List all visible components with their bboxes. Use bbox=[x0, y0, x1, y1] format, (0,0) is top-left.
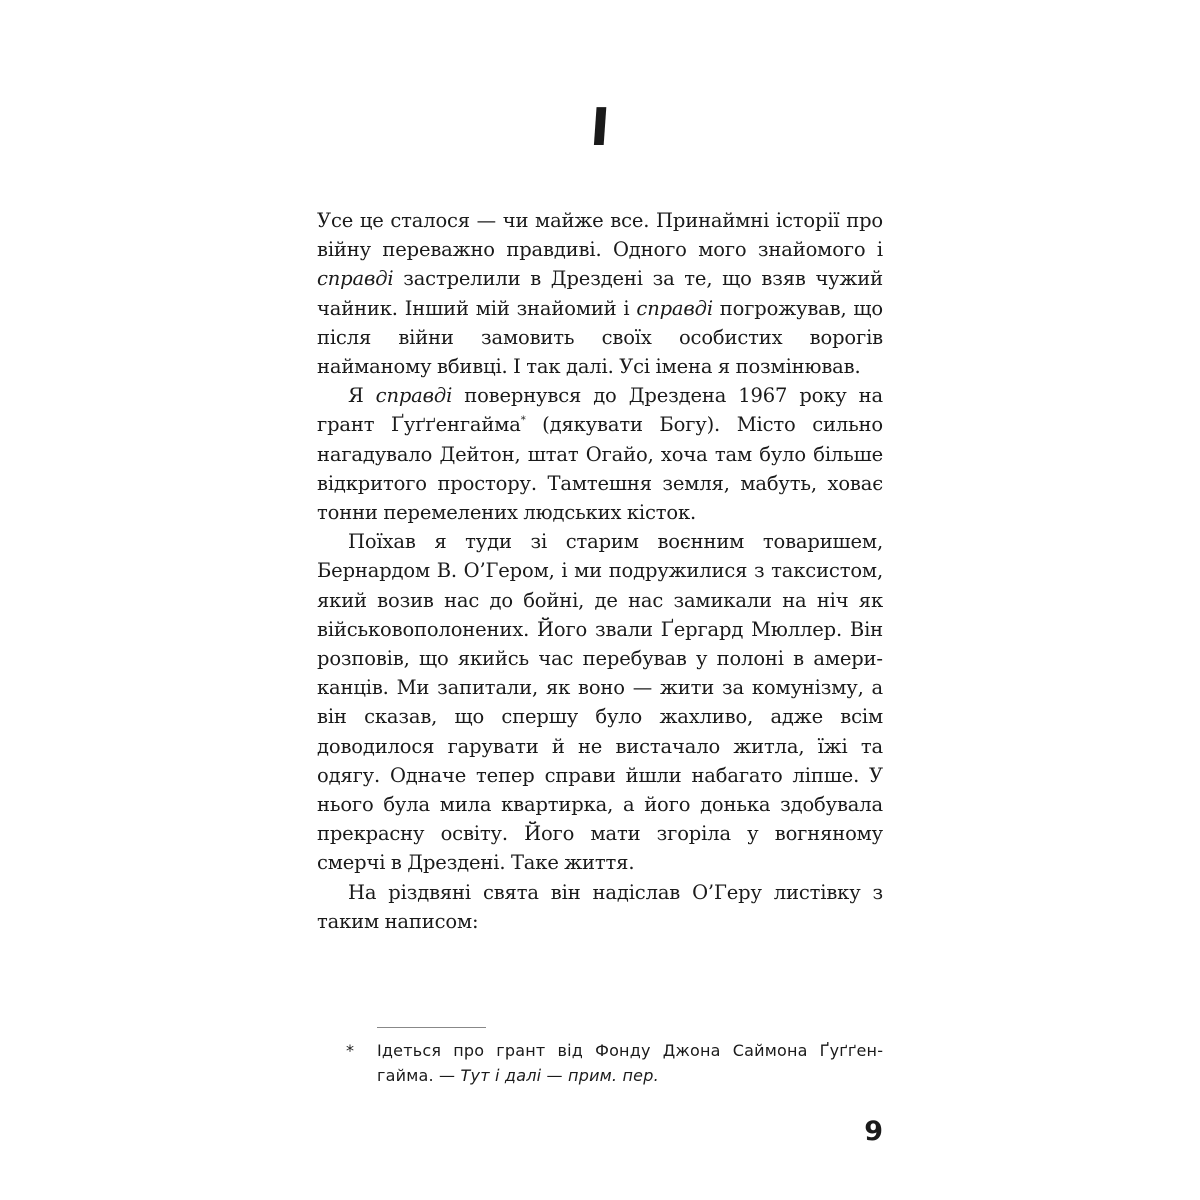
page-number: 9 bbox=[864, 1116, 883, 1147]
p1-text-3: погрожував, що після війни замовить своїх особистих ворогів найманому вбивці. І так далі. Усі імена я позмінював. bbox=[317, 296, 883, 379]
paragraph-2 bbox=[317, 381, 883, 527]
p1-emphasis-2: справді bbox=[636, 296, 713, 320]
p1-text-2: застрелили в Дрездені за те, що взяв чужий чайник. Інший мій знайомий і bbox=[317, 267, 883, 320]
footnote-body: Ідеться про грант від Фонду Джона Саймона Ґуґґенгайма. — bbox=[377, 1041, 883, 1085]
footnote-divider bbox=[377, 1027, 486, 1028]
footnote-marker: * bbox=[346, 1041, 354, 1060]
chapter-numeral: I bbox=[588, 98, 612, 158]
p2-text-3: (дякувати Богу). Місто сильно нагадувало Дейтон, штат Огайо, хоча там було більше відкритого простору. Тамтешня земля, мабуть, ховає тонни перемелених людських кісток. bbox=[317, 413, 883, 525]
paragraph-3: Поїхав я туди зі старим воєнним товаришем, Бернардом В. О’Гером, і ми подружилися з таксистом, який возив нас до бойні, де нас замикали на ніч як військовополонених. Його звали Ґергард Мюллер. Він розповів, що якийсь час перебував у полоні в американців. Ми запитали, як воно — жити за комунізму, а він сказав, що спершу було жахливо, адже всім доводилося гарувати й не вистачало житла, їжі та одягу. Одначе тепер справи йшли набагато ліпше. У нього була мила квартирка, а його донька здобувала прекрасну освіту. Його мати згоріла у вогняному смерчі в Дрездені. Таке життя. bbox=[317, 530, 883, 875]
footnote-dash: — bbox=[541, 1066, 569, 1085]
p2-emphasis-1: справді bbox=[375, 384, 453, 408]
main-text bbox=[317, 206, 883, 936]
p2-text-1: Я bbox=[348, 384, 376, 408]
footnote bbox=[346, 1038, 883, 1088]
footnote-reference: * bbox=[520, 415, 526, 427]
footnote-emphasis-2: прим. пер. bbox=[568, 1066, 659, 1085]
p1-emphasis-1: справді bbox=[317, 267, 394, 291]
footnote-emphasis-1: Тут і далі bbox=[460, 1066, 542, 1085]
paragraph-4: На різдвяні свята він надіслав О’Геру листівку з таким написом: bbox=[317, 880, 883, 933]
p2-text-2: повернувся до Дрездена 1967 року на грант Ґуґґенгайма bbox=[317, 384, 883, 437]
p1-text-1: Усе це сталося — чи майже все. Принаймні історії про війну переважно правдиві. Одного мого знайомого і bbox=[317, 209, 883, 262]
paragraph-1 bbox=[317, 206, 883, 381]
footnote-text bbox=[377, 1038, 883, 1088]
